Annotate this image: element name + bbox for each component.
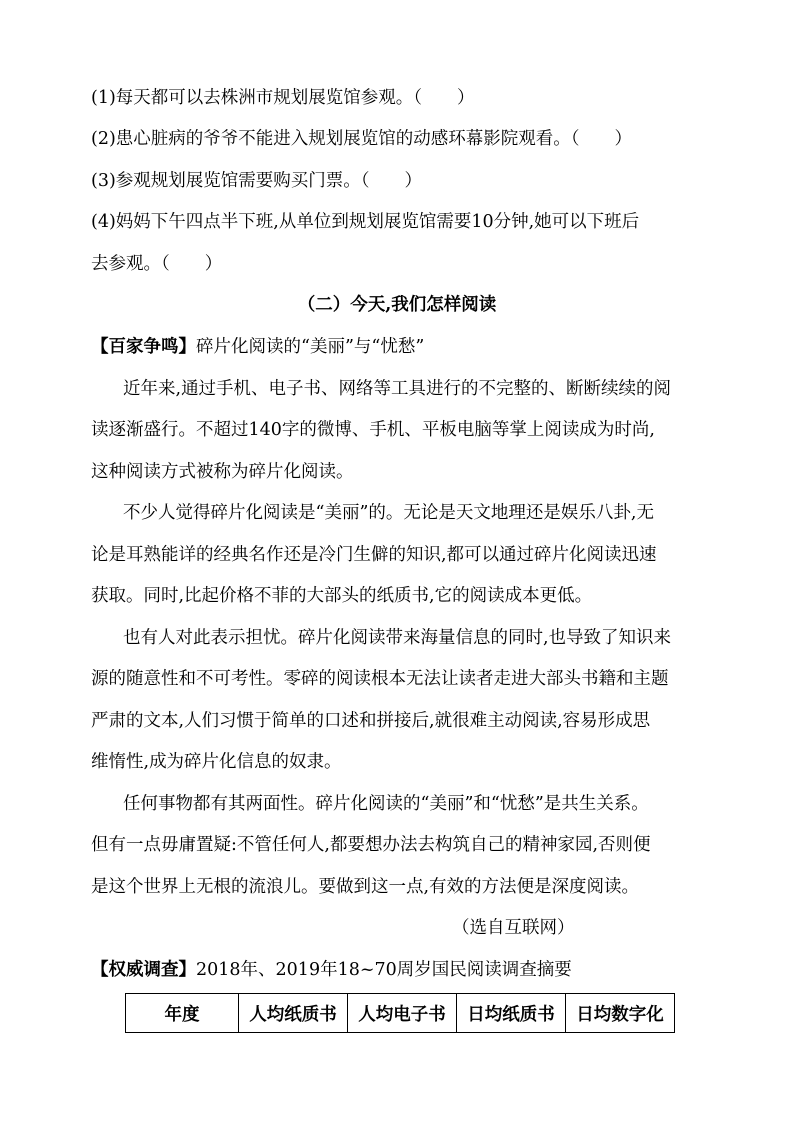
- paragraph-line: 论是耳熟能详的经典名作还是冷门生僻的知识,都可以通过碎片化阅读迅速: [91, 545, 657, 565]
- survey-title: 2018年、2019年18~70周岁国民阅读调查摘要: [196, 960, 572, 980]
- paragraph-line: 是这个世界上无根的流浪儿。要做到这一点,有效的方法便是深度阅读。: [91, 877, 640, 897]
- question-3: (3)参观规划展览馆需要购买门票。（ ）: [91, 171, 423, 191]
- paragraph-line: 维惰性,成为碎片化信息的奴隶。: [91, 752, 342, 772]
- paragraph-line: 获取。同时,比起价格不菲的大部头的纸质书,它的阅读成本更低。: [91, 586, 593, 606]
- table-header-row: [126, 994, 675, 1033]
- debate-title: 碎片化阅读的“美丽”与“忧愁”: [196, 337, 425, 357]
- survey-heading: [91, 958, 572, 982]
- header-ebooks-per-capita: 人均电子书: [348, 994, 457, 1033]
- paragraph-line: 这种阅读方式被称为碎片化阅读。: [91, 462, 354, 482]
- question-2: (2)患心脏病的爷爷不能进入规划展览馆的动感环幕影院观看。（ ）: [91, 129, 633, 149]
- debate-tag: 【百家争鸣】: [91, 337, 196, 357]
- paragraph-line: 任何事物都有其两面性。碎片化阅读的“美丽”和“忧愁”是共生关系。: [123, 794, 649, 814]
- header-daily-paper-books: 日均纸质书: [457, 994, 566, 1033]
- debate-heading: [91, 335, 424, 359]
- paragraph-line: 读逐渐盛行。不超过140字的微博、手机、平板电脑等掌上阅读成为时尚,: [91, 420, 655, 440]
- source-note: （选自互联网）: [452, 918, 575, 938]
- section-title: （二）今天,我们怎样阅读: [297, 295, 497, 315]
- paragraph-line: 不少人觉得碎片化阅读是“美丽”的。无论是天文地理还是娱乐八卦,无: [123, 503, 654, 523]
- question-4-cont: 去参观。（ ）: [91, 254, 223, 274]
- survey-table: [125, 993, 675, 1033]
- header-year: 年度: [126, 994, 239, 1033]
- paragraph-line: 近年来,通过手机、电子书、网络等工具进行的不完整的、断断续续的阅: [123, 379, 672, 399]
- survey-tag: 【权威调查】: [91, 960, 196, 980]
- question-1: (1)每天都可以去株洲市规划展览馆参观。（ ）: [91, 88, 475, 108]
- paragraph-line: 但有一点毋庸置疑:不管任何人,都要想办法去构筑自己的精神家园,否则便: [91, 835, 651, 855]
- question-4: (4)妈妈下午四点半下班,从单位到规划展览馆需要10分钟,她可以下班后: [91, 212, 640, 232]
- header-daily-digital: 日均数字化: [566, 994, 675, 1033]
- paragraph-line: 源的随意性和不可考性。零碎的阅读根本无法让读者走进大部头书籍和主题: [91, 669, 669, 689]
- paragraph-line: 严肃的文本,人们习惯于简单的口述和拼接后,就很难主动阅读,容易形成思: [91, 711, 651, 731]
- paragraph-line: 也有人对此表示担忧。碎片化阅读带来海量信息的同时,也导致了知识来: [123, 628, 672, 648]
- header-paper-books-per-capita: 人均纸质书: [239, 994, 348, 1033]
